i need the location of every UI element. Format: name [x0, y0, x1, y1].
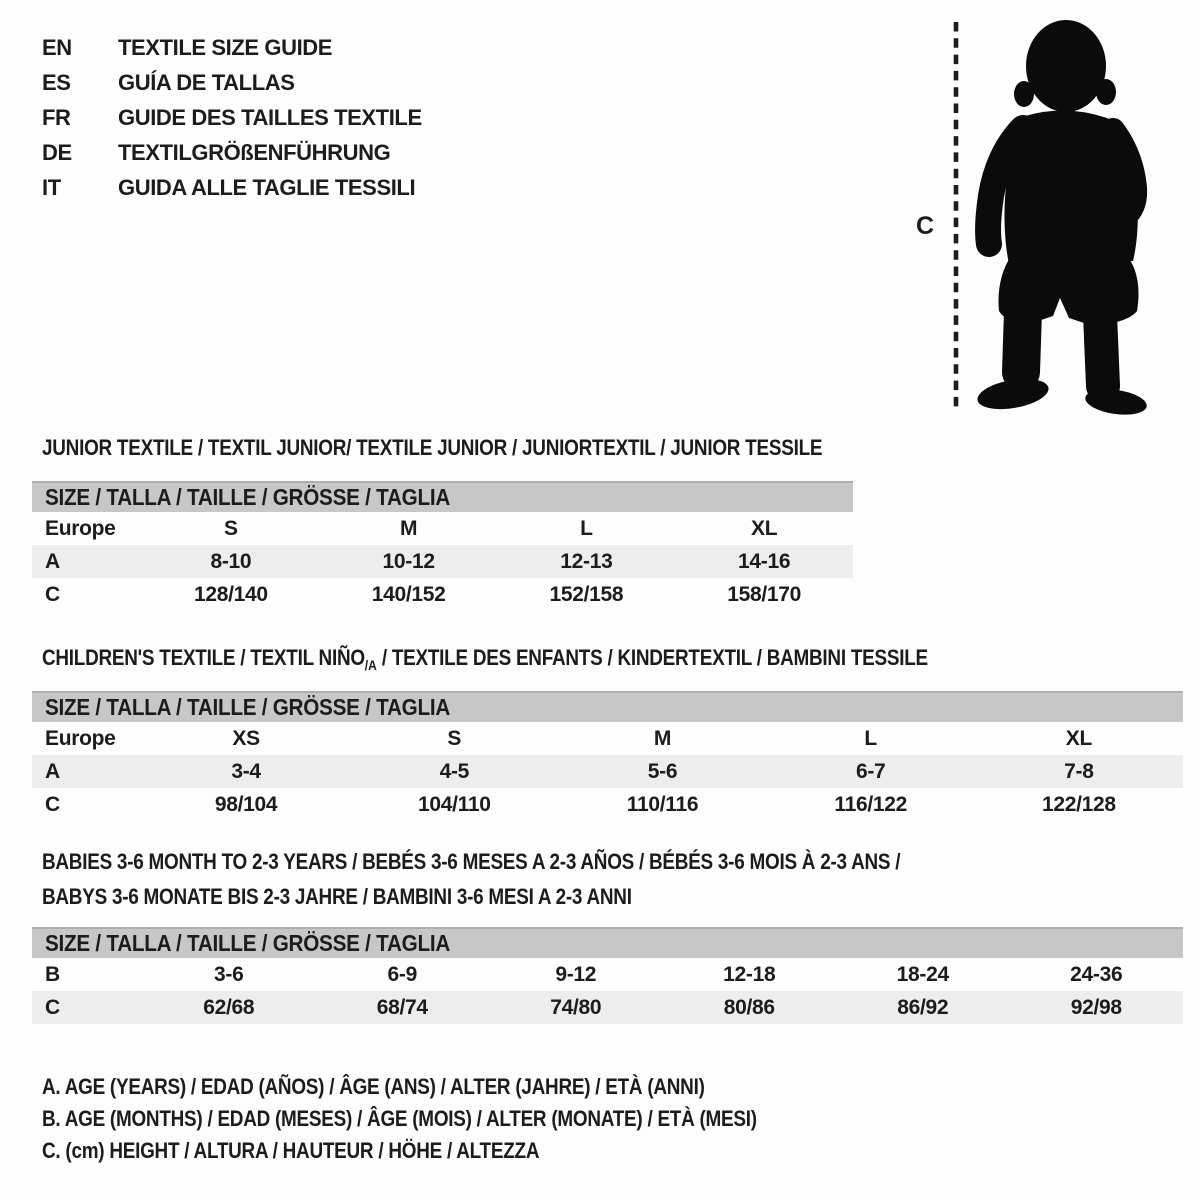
size-cell: L	[580, 516, 593, 540]
lang-title: GUIDE DES TAILLES TEXTILE	[118, 105, 422, 130]
babies-row-height	[32, 991, 1183, 1024]
children-row-height	[32, 788, 1183, 821]
children-row-age	[32, 755, 1183, 788]
babies-size-table	[32, 927, 1183, 1024]
babies-section-title	[42, 844, 1040, 914]
junior-section-title	[42, 430, 949, 465]
age-cell: 14-16	[738, 549, 791, 573]
row-label: A	[45, 549, 60, 573]
children-size-table	[32, 691, 1183, 821]
junior-row-age	[32, 545, 853, 578]
lang-code: EN	[42, 35, 72, 60]
row-label: Europe	[45, 726, 116, 750]
size-header-label: SIZE / TALLA / TAILLE / GRÖSSE / TAGLIA	[45, 484, 450, 510]
junior-row-height	[32, 578, 853, 611]
footnote-a	[42, 1071, 873, 1103]
lang-title: GUIDA ALLE TAGLIE TESSILI	[118, 175, 416, 200]
lang-code: FR	[42, 105, 71, 130]
height-cell: 74/80	[550, 995, 602, 1019]
footnote-legend	[42, 1071, 873, 1167]
lang-row-fr	[42, 100, 422, 135]
months-cell: 24-36	[1070, 962, 1123, 986]
language-header	[42, 30, 422, 205]
height-cell: 140/152	[371, 582, 446, 606]
row-label: A	[45, 759, 60, 783]
children-title-subscript: /A	[364, 657, 377, 673]
row-label: C	[45, 582, 60, 606]
size-cell: XS	[232, 726, 260, 750]
height-cell: 110/116	[626, 792, 699, 816]
toddler-silhouette-icon	[975, 20, 1148, 418]
junior-row-europe	[32, 512, 853, 545]
babies-title-line2: BABYS 3-6 MONATE BIS 2-3 JAHRE / BAMBINI 3-6 MESI A 2-3 ANNI	[42, 884, 632, 909]
height-measure-label: C	[916, 212, 935, 240]
months-cell: 3-6	[214, 962, 244, 986]
height-cell: 86/92	[897, 995, 949, 1019]
height-cell: 98/104	[214, 792, 278, 816]
months-cell: 6-9	[387, 962, 417, 986]
children-title-text	[42, 640, 928, 683]
lang-row-en	[42, 30, 422, 65]
height-cell: 92/98	[1070, 995, 1122, 1019]
height-cell: 116/122	[834, 792, 908, 816]
age-cell: 6-7	[855, 759, 886, 783]
height-cell: 62/68	[203, 995, 255, 1019]
footnote-c-text: C. (cm) HEIGHT / ALTURA / HAUTEUR / HÖHE / ALTEZZA	[42, 1138, 540, 1163]
junior-size-table	[32, 481, 853, 611]
lang-row-de	[42, 135, 422, 170]
lang-row-es	[42, 65, 422, 100]
babies-row-months	[32, 958, 1183, 991]
size-cell: M	[400, 516, 418, 540]
size-header-bar	[32, 927, 1183, 958]
age-cell: 12-13	[560, 549, 613, 573]
size-cell: XL	[751, 516, 778, 540]
lang-code: IT	[42, 175, 61, 200]
age-cell: 4-5	[439, 759, 470, 783]
age-cell: 5-6	[647, 759, 678, 783]
children-title-main: CHILDREN'S TEXTILE / TEXTIL NIÑO	[42, 645, 365, 670]
children-section-title	[42, 640, 1072, 683]
toddler-silhouette-figure	[935, 14, 1150, 420]
height-cell: 104/110	[417, 792, 491, 816]
age-cell: 10-12	[382, 549, 435, 573]
age-cell: 7-8	[1064, 759, 1094, 783]
height-cell: 152/158	[549, 582, 624, 606]
lang-title: TEXTILGRÖßENFÜHRUNG	[118, 140, 391, 165]
babies-title-line1: BABIES 3-6 MONTH TO 2-3 YEARS / BEBÉS 3-6 MESES A 2-3 AÑOS / BÉBÉS 3-6 MOIS À 2-3 ANS /	[42, 849, 901, 874]
size-cell: S	[447, 726, 462, 750]
height-cell: 68/74	[376, 995, 428, 1019]
height-cell: 122/128	[1041, 792, 1116, 816]
months-cell: 12-18	[723, 962, 776, 986]
footnote-b	[42, 1103, 873, 1135]
size-cell: M	[653, 726, 672, 750]
size-header-bar	[32, 691, 1183, 722]
lang-title: GUÍA DE TALLAS	[118, 70, 295, 95]
lang-row-it	[42, 170, 422, 205]
size-cell: XL	[1065, 726, 1093, 750]
size-header-bar	[32, 481, 853, 512]
height-cell: 158/170	[727, 582, 802, 606]
row-label: B	[45, 962, 60, 986]
lang-code: ES	[42, 70, 71, 95]
lang-title: TEXTILE SIZE GUIDE	[118, 35, 333, 60]
size-header-label: SIZE / TALLA / TAILLE / GRÖSSE / TAGLIA	[45, 694, 450, 720]
height-cell: 128/140	[193, 582, 268, 606]
footnote-b-text: B. AGE (MONTHS) / EDAD (MESES) / ÂGE (MOIS) / ALTER (MONATE) / ETÀ (MESI)	[42, 1106, 757, 1131]
age-cell: 3-4	[231, 759, 261, 783]
size-cell: S	[224, 516, 238, 540]
months-cell: 9-12	[555, 962, 597, 986]
lang-code: DE	[42, 140, 72, 165]
size-cell: L	[864, 726, 877, 750]
row-label: C	[45, 792, 60, 816]
footnote-c	[42, 1135, 873, 1167]
children-title-rest: / TEXTILE DES ENFANTS / KINDERTEXTIL / BAMBINI TESSILE	[376, 645, 928, 670]
junior-title-text: JUNIOR TEXTILE / TEXTIL JUNIOR/ TEXTILE JUNIOR / JUNIORTEXTIL / JUNIOR TESSILE	[42, 435, 823, 460]
children-row-europe	[32, 722, 1183, 755]
height-cell: 80/86	[723, 995, 775, 1019]
age-cell: 8-10	[210, 549, 252, 573]
months-cell: 18-24	[896, 962, 949, 986]
row-label: Europe	[45, 516, 116, 540]
size-header-label: SIZE / TALLA / TAILLE / GRÖSSE / TAGLIA	[45, 930, 450, 956]
row-label: C	[45, 995, 60, 1019]
footnote-a-text: A. AGE (YEARS) / EDAD (AÑOS) / ÂGE (ANS) / ALTER (JAHRE) / ETÀ (ANNI)	[42, 1074, 705, 1099]
